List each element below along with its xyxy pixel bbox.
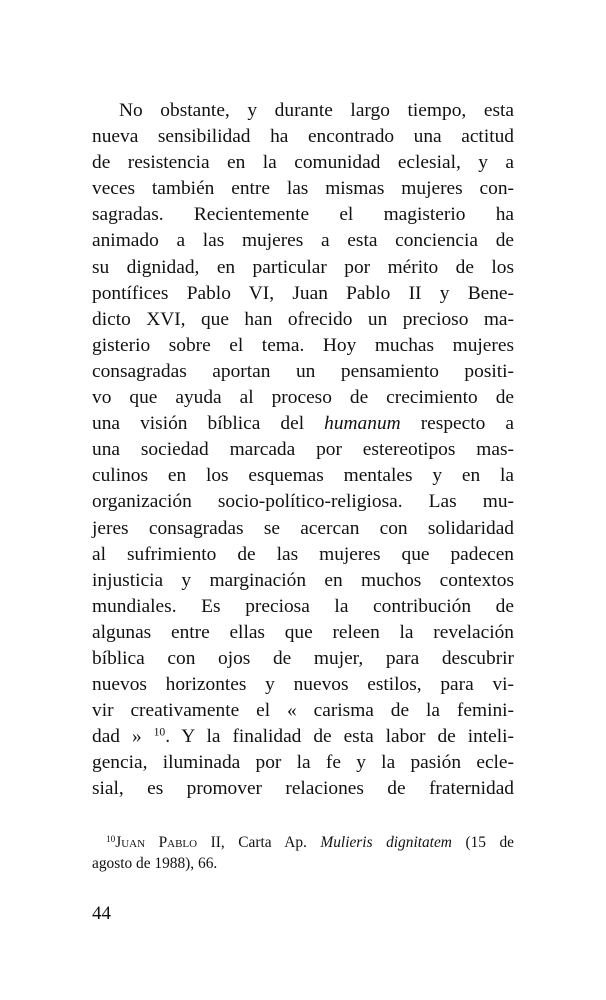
text-line: de resistencia en la comunidad eclesial, y a — [92, 152, 514, 174]
text-line: algunas entre ellas que releen la revelación — [92, 621, 514, 643]
footnote-text: , Carta Ap. — [220, 834, 321, 851]
text-line: organización socio-político-religiosa. Las mu- — [92, 491, 514, 513]
text-line: vir creativamente el « carisma de la femini- — [92, 700, 514, 722]
footnote — [92, 832, 514, 874]
text-line: animado a las mujeres a esta conciencia de — [92, 230, 514, 252]
text-line: jeres consagradas se acercan con solidaridad — [92, 517, 514, 539]
text-line — [92, 724, 514, 750]
text-line: nuevos horizontes y nuevos estilos, para vi- — [92, 674, 514, 696]
footnote-title: Mulieris dignitatem — [320, 834, 452, 851]
text-line: culinos en los esquemas mentales y en la — [92, 465, 514, 487]
italic-term: humanum — [324, 413, 401, 435]
text-line: nueva sensibilidad ha encontrado una actitud — [92, 126, 514, 148]
text-line: veces también entre las mismas mujeres con- — [92, 178, 514, 200]
text-line: mundiales. Es preciosa la contribución de — [92, 595, 514, 617]
text-line: al sufrimiento de las mujeres que padecen — [92, 543, 514, 565]
text-segment: una visión bíblica del — [92, 413, 325, 435]
text-line: consagradas aportan un pensamiento positi- — [92, 360, 514, 382]
text-line: gisterio sobre el tema. Hoy muchas mujeres — [92, 334, 514, 356]
text-segment: respecto a — [400, 413, 514, 435]
footnote-number: 10 — [106, 833, 116, 844]
footnote-text: (15 de — [451, 834, 514, 851]
text-line: dicto XVI, que han ofrecido un precioso ma- — [92, 308, 514, 330]
footnote-line: agosto de 1988), 66. — [92, 855, 218, 872]
text-line: injusticia y marginación en muchos contextos — [92, 569, 514, 591]
text-line: una sociedad marcada por estereotipos mas- — [92, 439, 514, 461]
text-line: sagradas. Recientemente el magisterio ha — [92, 204, 514, 226]
text-line — [92, 411, 514, 437]
footnote-reference: 10 — [153, 725, 166, 739]
text-segment: dad » — [92, 726, 154, 748]
footnote-author: Juan Pablo II — [115, 834, 221, 851]
footnote-line — [92, 832, 514, 853]
text-line: bíblica con ojos de mujer, para descubrir — [92, 647, 514, 669]
text-line: No obstante, y durante largo tiempo, esta — [119, 100, 514, 121]
text-line: sial, es promover relaciones de fraternidad — [92, 778, 514, 800]
text-segment: . Y la finalidad de esta labor de inteli- — [165, 726, 514, 748]
text-line: pontífices Pablo VI, Juan Pablo II y Bene- — [92, 282, 514, 304]
page-number: 44 — [92, 903, 111, 924]
text-line: vo que ayuda al proceso de crecimiento de — [92, 387, 514, 409]
body-paragraph — [92, 98, 514, 803]
text-line: gencia, iluminada por la fe y la pasión ecle- — [92, 752, 514, 774]
text-line: su dignidad, en particular por mérito de los — [92, 256, 514, 278]
